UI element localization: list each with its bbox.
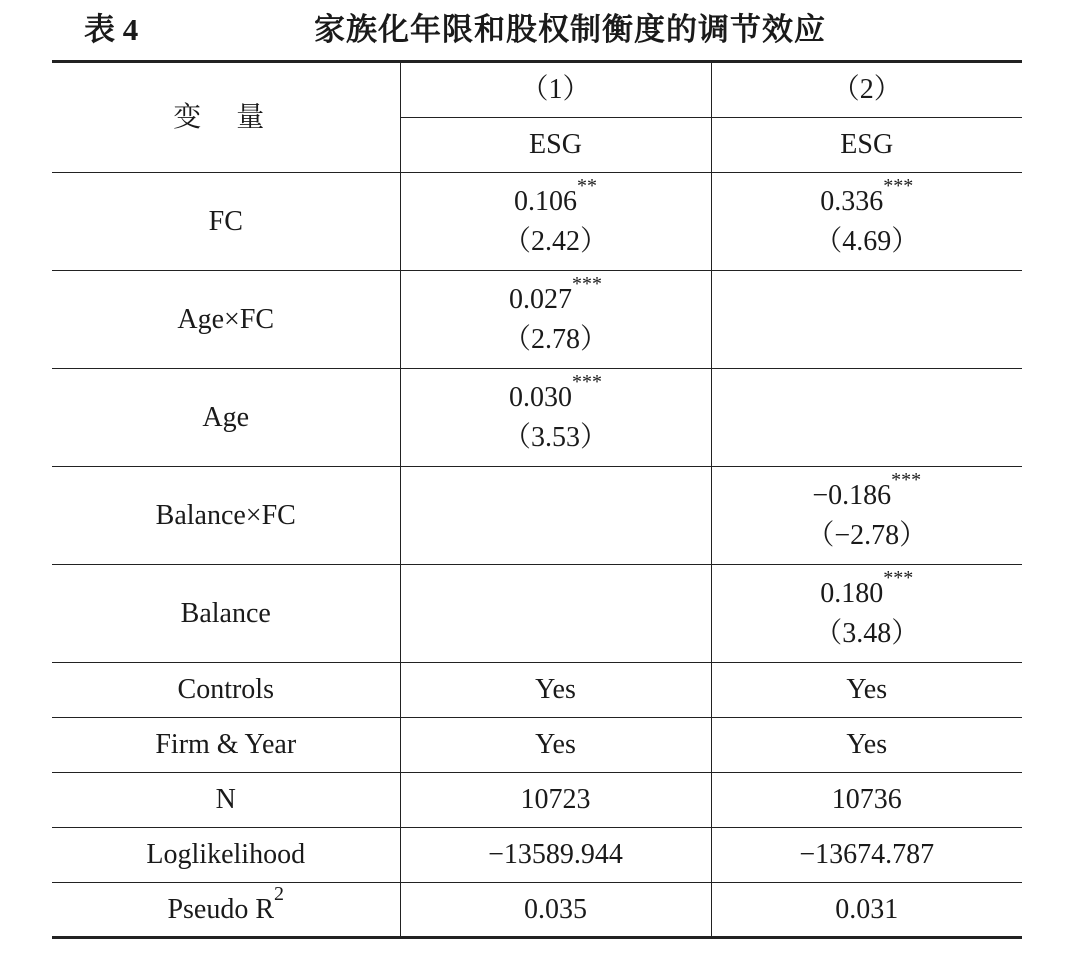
t-stat: （2.42） — [502, 225, 608, 257]
value-cell: 10723 — [400, 773, 711, 828]
table-row — [52, 883, 1022, 938]
coef-value: 0.106 — [514, 185, 577, 217]
t-stat: （3.48） — [814, 617, 920, 649]
table-row — [52, 467, 1022, 565]
t-stat: （2.78） — [502, 323, 608, 355]
t-stat: （3.53） — [502, 421, 608, 453]
table-number: 表 4 — [84, 12, 139, 47]
value-cell: 0.031 — [711, 883, 1022, 938]
significance-stars: *** — [572, 272, 602, 295]
coef-cell — [400, 271, 711, 369]
row-label: Loglikelihood — [52, 828, 400, 883]
significance-stars: *** — [891, 468, 922, 491]
coef-value: 0.180 — [820, 577, 884, 609]
table-row — [52, 773, 1022, 828]
value-cell: −13589.944 — [400, 828, 711, 883]
coef-value: 0.030 — [509, 381, 572, 413]
empty-cell — [400, 565, 711, 663]
column-2-header: （2） — [711, 62, 1022, 118]
value-cell: Yes — [400, 718, 711, 773]
row-label: FC — [52, 173, 400, 271]
table-row — [52, 718, 1022, 773]
table-row — [52, 565, 1022, 663]
row-label: Controls — [52, 663, 400, 718]
pseudo-r-label: Pseudo R — [167, 893, 275, 925]
coef-cell — [400, 369, 711, 467]
coef-cell — [400, 173, 711, 271]
coef-cell — [711, 565, 1022, 663]
row-label: Balance — [52, 565, 400, 663]
value-cell: Yes — [400, 663, 711, 718]
row-label: Age×FC — [52, 271, 400, 369]
superscript-2: 2 — [274, 882, 285, 905]
value-cell: Yes — [711, 718, 1022, 773]
row-label: N — [52, 773, 400, 828]
row-label: Age — [52, 369, 400, 467]
table-row — [52, 271, 1022, 369]
table-row — [52, 828, 1022, 883]
table-title: 家族化年限和股权制衡度的调节效应 — [314, 12, 826, 47]
regression-table — [52, 60, 1022, 939]
variable-header: 变 量 — [52, 62, 400, 173]
coef-cell — [711, 173, 1022, 271]
empty-cell — [711, 369, 1022, 467]
value-cell: 0.035 — [400, 883, 711, 938]
column-1-dependent: ESG — [400, 118, 711, 173]
value-cell: Yes — [711, 663, 1022, 718]
table-row — [52, 173, 1022, 271]
value-cell: −13674.787 — [711, 828, 1022, 883]
t-stat: （4.69） — [814, 225, 920, 257]
row-label — [52, 883, 400, 938]
coef-cell — [711, 467, 1022, 565]
coef-value: 0.027 — [509, 283, 572, 315]
column-1-header: （1） — [400, 62, 711, 118]
significance-stars: *** — [883, 566, 914, 589]
t-stat: （−2.78） — [806, 519, 928, 551]
column-2-dependent: ESG — [711, 118, 1022, 173]
significance-stars: ** — [577, 174, 597, 197]
table-row — [52, 663, 1022, 718]
table-caption — [0, 2, 1065, 52]
empty-cell — [400, 467, 711, 565]
table-row — [52, 369, 1022, 467]
coef-value: −0.186 — [812, 479, 892, 511]
significance-stars: *** — [883, 174, 914, 197]
coef-value: 0.336 — [820, 185, 884, 217]
value-cell: 10736 — [711, 773, 1022, 828]
row-label: Balance×FC — [52, 467, 400, 565]
row-label: Firm & Year — [52, 718, 400, 773]
significance-stars: *** — [572, 370, 602, 393]
empty-cell — [711, 271, 1022, 369]
